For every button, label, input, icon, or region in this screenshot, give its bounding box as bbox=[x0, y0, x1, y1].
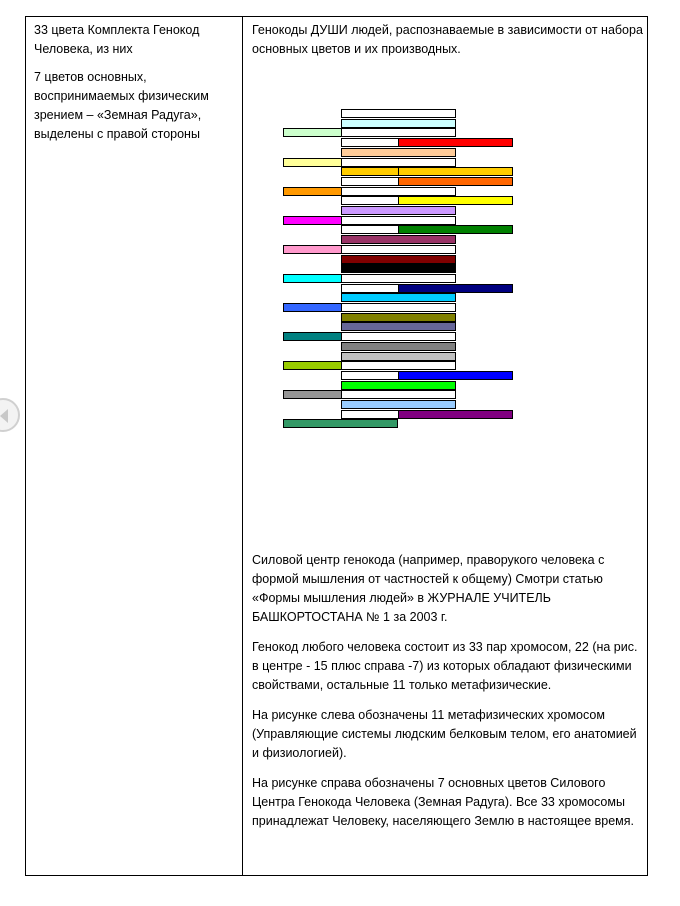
color-bar-right-4 bbox=[398, 138, 513, 147]
left-paragraph-2: 7 цветов основных, воспринимаемых физическим зрением – «Земная Радуга», выделены с правой стороны bbox=[34, 70, 209, 141]
right-intro: Генокоды ДУШИ людей, распознаваемые в зависимости от набора основных цветов и их производных. bbox=[252, 23, 643, 56]
color-bar-center-26 bbox=[341, 352, 456, 361]
right-paragraph-3: На рисунке слева обозначены 11 метафизических хромосом (Управляющие системы людским белковым телом, его анатомией и физиологией). bbox=[252, 708, 637, 760]
color-bar-center-25 bbox=[341, 342, 456, 351]
color-bar-center-30 bbox=[341, 390, 456, 399]
color-bar-right-28 bbox=[398, 371, 513, 380]
right-paragraph-2: Генокод любого человека состоит из 33 пар хромосом, 22 (на рис. в центре - 15 плюс справа -7) из которых обладают физическими свойствами, остальные 11 только метафизические. bbox=[252, 640, 638, 692]
color-bar-center-16 bbox=[341, 255, 456, 264]
color-bar-center-14 bbox=[341, 235, 456, 244]
color-bar-center-18 bbox=[341, 274, 456, 283]
left-paragraph-1: 33 цвета Комплекта Генокод Человека, из них bbox=[34, 23, 200, 56]
color-bar-center-5 bbox=[341, 148, 456, 157]
color-bar-center-9 bbox=[341, 187, 456, 196]
color-bar-center-2 bbox=[341, 119, 456, 128]
color-bar-center-29 bbox=[341, 381, 456, 390]
left-column bbox=[34, 21, 234, 153]
genocode-color-chart bbox=[252, 101, 644, 431]
color-bar-center-1 bbox=[341, 109, 456, 118]
right-column bbox=[252, 21, 644, 828]
color-bar-center-6 bbox=[341, 158, 456, 167]
color-bar-center-31 bbox=[341, 400, 456, 409]
right-paragraph-4: На рисунке справа обозначены 7 основных цветов Силового Центра Генокода Человека (Земная Радуга). Все 33 хромосомы принадлежат Человеку, населяющего Землю в настоящее время. bbox=[252, 776, 635, 828]
right-paragraph-1: Силовой центр генокода (например, праворукого человека с формой мышления от частностей к общему) Смотри статью «Формы мышления людей» в ЖУРНАЛЕ УЧИТЕЛЬ БАШКОРТОСТАНА № 1 за 2003 г. bbox=[252, 553, 605, 624]
color-bar-right-10 bbox=[398, 196, 513, 205]
color-bar-right-32 bbox=[398, 410, 513, 419]
color-bar-center-24 bbox=[341, 332, 456, 341]
color-bar-center-15 bbox=[341, 245, 456, 254]
color-bar-center-20 bbox=[341, 293, 456, 302]
content-table bbox=[25, 16, 648, 876]
back-arrow-icon[interactable] bbox=[0, 398, 20, 432]
color-bar-center-11 bbox=[341, 206, 456, 215]
color-bar-right-8 bbox=[398, 177, 513, 186]
color-bar-right-13 bbox=[398, 225, 513, 234]
color-bar-center-22 bbox=[341, 313, 456, 322]
color-bar-center-17 bbox=[341, 264, 456, 273]
right-body-text bbox=[252, 551, 644, 842]
color-bar-right-7 bbox=[398, 167, 513, 176]
color-bar-left-33 bbox=[283, 419, 398, 428]
color-bar-center-27 bbox=[341, 361, 456, 370]
color-bar-center-3 bbox=[341, 128, 456, 137]
color-bar-center-21 bbox=[341, 303, 456, 312]
color-bar-center-23 bbox=[341, 322, 456, 331]
color-bar-center-12 bbox=[341, 216, 456, 225]
column-divider bbox=[242, 17, 243, 875]
color-bar-right-19 bbox=[398, 284, 513, 293]
